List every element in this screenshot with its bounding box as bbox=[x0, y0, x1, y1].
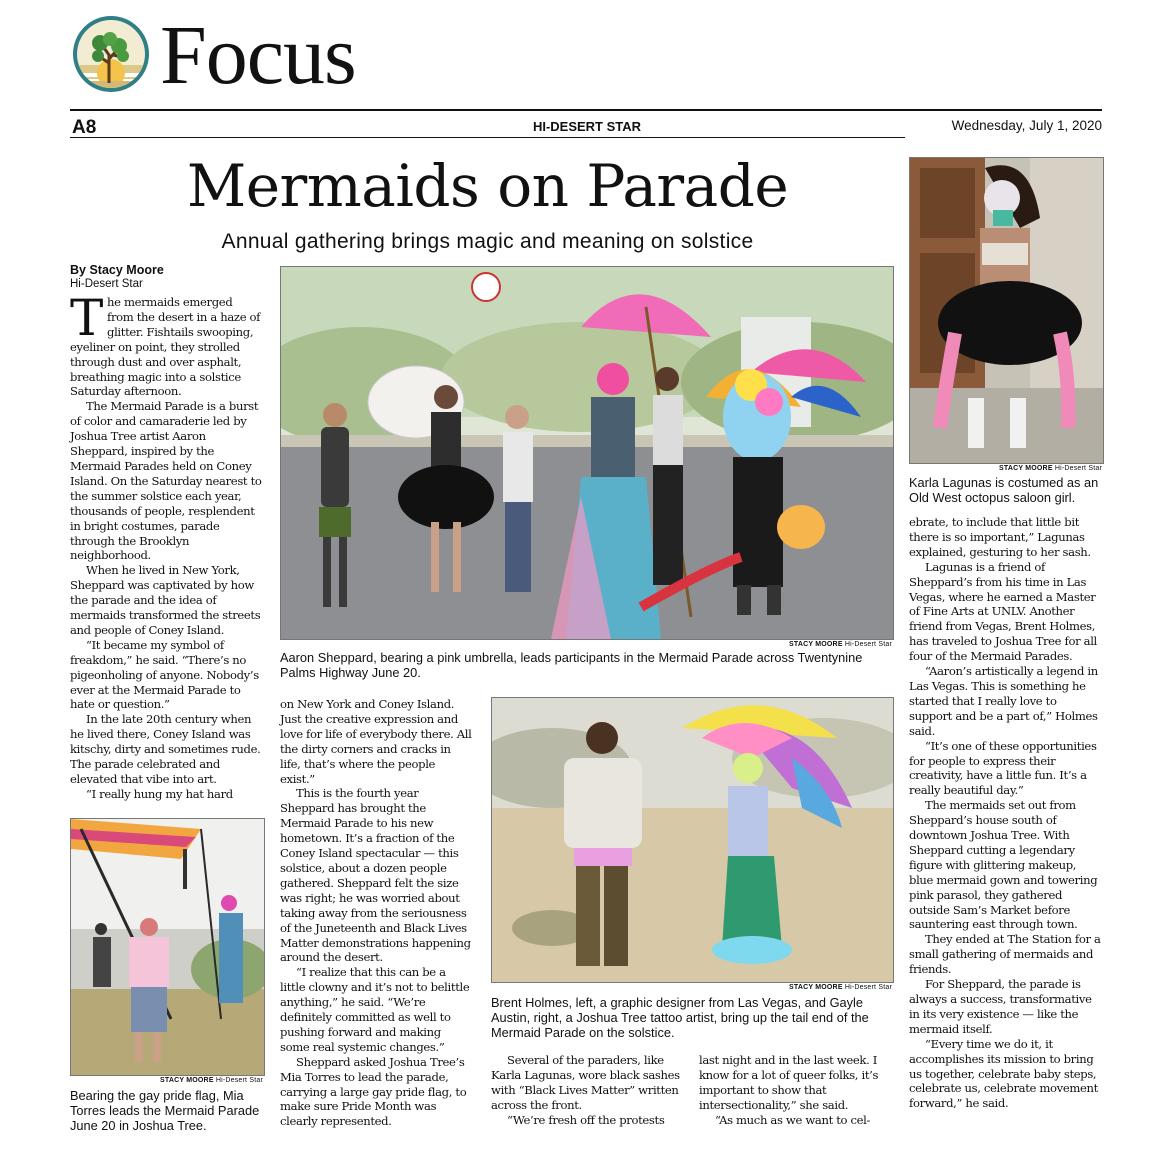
issue-date: Wednesday, July 1, 2020 bbox=[951, 118, 1102, 133]
divider bbox=[70, 109, 1102, 111]
headline: Mermaids on Parade bbox=[186, 152, 789, 220]
photo-holmes-austin bbox=[491, 697, 894, 983]
paragraph: The mermaids set out from Sheppard’s house south of downtown Joshua Tree. With Sheppard cutting a legendary figure with glittering makeup, blue mermaid gown and towering pink parasol, they gathered outside Sam’s Market before sauntering east through town. bbox=[909, 798, 1098, 932]
paragraph: When he lived in New York, Sheppard was captivated by how the parade and the idea of mermaids transformed the streets and people of Coney Island. bbox=[70, 563, 261, 637]
paragraph: The Mermaid Parade is a burst of color and camaraderie led by Joshua Tree artist Aaron Sheppard, inspired by the Mermaid Parades held on Coney Island. On the Saturday nearest to the summer solstice each year, thousands of people, resplendent in bright costumes, parade through the Brooklyn neighborhood. bbox=[70, 399, 262, 563]
paragraph: “I realize that this can be a little clowny and it’s not to belittle anything,” he said. “We’re definitely committed as well to pushing forward and making some real systemic changes.” bbox=[280, 965, 470, 1054]
byline: By Stacy Moore bbox=[70, 263, 164, 277]
paragraph: last night and in the last week. I know for a lot of queer folks, it’s important to show that intersectionality,” she said. bbox=[699, 1053, 879, 1112]
article-column-3 bbox=[491, 1053, 681, 1128]
article-column-4 bbox=[699, 1053, 894, 1128]
photo-credit: STACY MOORE Hi-Desert Star bbox=[789, 984, 892, 991]
byline-organization: Hi-Desert Star bbox=[70, 278, 143, 290]
pair-illustration bbox=[492, 698, 893, 982]
article-column-1 bbox=[70, 289, 262, 802]
paragraph: This is the fourth year Sheppard has brought the Mermaid Parade to his new hometown. It’s a fraction of the Coney Island spectacular — this solstice, about a dozen people gathered. Sheppard felt the size was right; he was worried about taking away from the seriousness of the Juneteenth and Black Lives Matter demonstrations happening around the desert. bbox=[280, 786, 471, 965]
photo-caption: Karla Lagunas is costumed as an Old West octopus saloon girl. bbox=[909, 475, 1099, 505]
photo-caption: Brent Holmes, left, a graphic designer from Las Vegas, and Gayle Austin, right, a Joshua Tree tattoo artist, bring up the tail end of the Mermaid Parade on the solstice. bbox=[491, 995, 869, 1040]
page-number: A8 bbox=[72, 117, 97, 138]
paragraph: In the late 20th century when he lived there, Coney Island was kitschy, dirty and sometimes rude. The parade celebrated and elevated that vibe into art. bbox=[70, 712, 261, 786]
costume-illustration bbox=[910, 158, 1103, 463]
subheadline: Annual gathering brings magic and meaning on solstice bbox=[221, 230, 754, 253]
divider bbox=[70, 137, 905, 138]
section-title: Focus bbox=[160, 9, 356, 102]
photo-credit: STACY MOORE Hi-Desert Star bbox=[160, 1077, 263, 1084]
photo-caption: Bearing the gay pride flag, Mia Torres leads the Mermaid Parade June 20 in Joshua Tree. bbox=[70, 1088, 260, 1133]
drop-cap: T bbox=[70, 289, 103, 347]
paragraph: For Sheppard, the parade is always a success, transformative in its very existence — like the mermaid itself. bbox=[909, 977, 1092, 1036]
paragraph: on New York and Coney Island. Just the creative expression and love for life of everybody there. All the dirty corners and cracks in life, that’s where the people exist.” bbox=[280, 697, 472, 786]
paragraph: Lagunas is a friend of Sheppard’s from his time in Las Vegas, where he earned a Master of Fine Arts at UNLV. Another friend from Vegas, Brent Holmes, has traveled to Joshua Tree for all four of the Mermaid Parades. bbox=[909, 559, 1097, 664]
paragraph: “I really hung my hat hard bbox=[86, 786, 233, 801]
paragraph: “As much as we want to cel- bbox=[715, 1112, 871, 1127]
photo-credit: STACY MOORE Hi-Desert Star bbox=[789, 641, 892, 648]
photo-credit: STACY MOORE Hi-Desert Star bbox=[999, 465, 1102, 472]
paragraph: Several of the paraders, like Karla Lagunas, wore black sashes with “Black Lives Matter” written across the front. bbox=[491, 1053, 680, 1112]
photo-karla-lagunas bbox=[909, 157, 1104, 464]
parade-illustration bbox=[281, 267, 893, 639]
article-column-5 bbox=[909, 515, 1102, 1111]
photo-caption: Aaron Sheppard, bearing a pink umbrella, leads participants in the Mermaid Parade across Twentynine Palms Highway June 20. bbox=[280, 650, 863, 680]
paragraph: The mermaids emerged from the desert in a haze of glitter. Fishtails swooping, eyeliner on point, they strolled through dust and over asphalt, breathing magic into a solstice Saturday afternoon. bbox=[70, 289, 261, 399]
paragraph: “Every time we do it, it accomplishes its mission to bring us together, celebrate baby steps, celebrate us, celebrate movement forward,” he said. bbox=[909, 1036, 1098, 1111]
pride-flag-illustration bbox=[71, 819, 264, 1075]
paragraph: “It’s one of these opportunities for people to express their creativity, have a little fun. It’s a really beautiful day.” bbox=[909, 738, 1097, 798]
newspaper-name: HI-DESERT STAR bbox=[532, 119, 642, 134]
paragraph: ebrate, to include that little bit there is so important,” Lagunas explained, gesturing to her sash. bbox=[909, 515, 1091, 559]
paragraph: Sheppard asked Joshua Tree’s Mia Torres to lead the parade, carrying a large gay pride flag, to make sure Pride Month was clearly represented. bbox=[280, 1054, 467, 1129]
article-column-2 bbox=[280, 697, 472, 1129]
paragraph: They ended at The Station for a small gathering of mermaids and friends. bbox=[909, 932, 1101, 977]
photo-pride-flag bbox=[70, 818, 265, 1076]
joshua-tree-logo bbox=[72, 15, 150, 93]
paragraph: “Aaron’s artistically a legend in Las Vegas. This is something he started that I really love to support and be a part of,” Holmes said. bbox=[909, 664, 1098, 738]
paragraph: “It became my symbol of freakdom,” he said. “There’s no pigeonholing of anyone. Nobody’s ever at the Mermaid Parade to hate or question.” bbox=[70, 637, 259, 712]
paragraph: “We’re fresh off the protests bbox=[507, 1112, 665, 1127]
photo-mermaid-parade bbox=[280, 266, 894, 640]
